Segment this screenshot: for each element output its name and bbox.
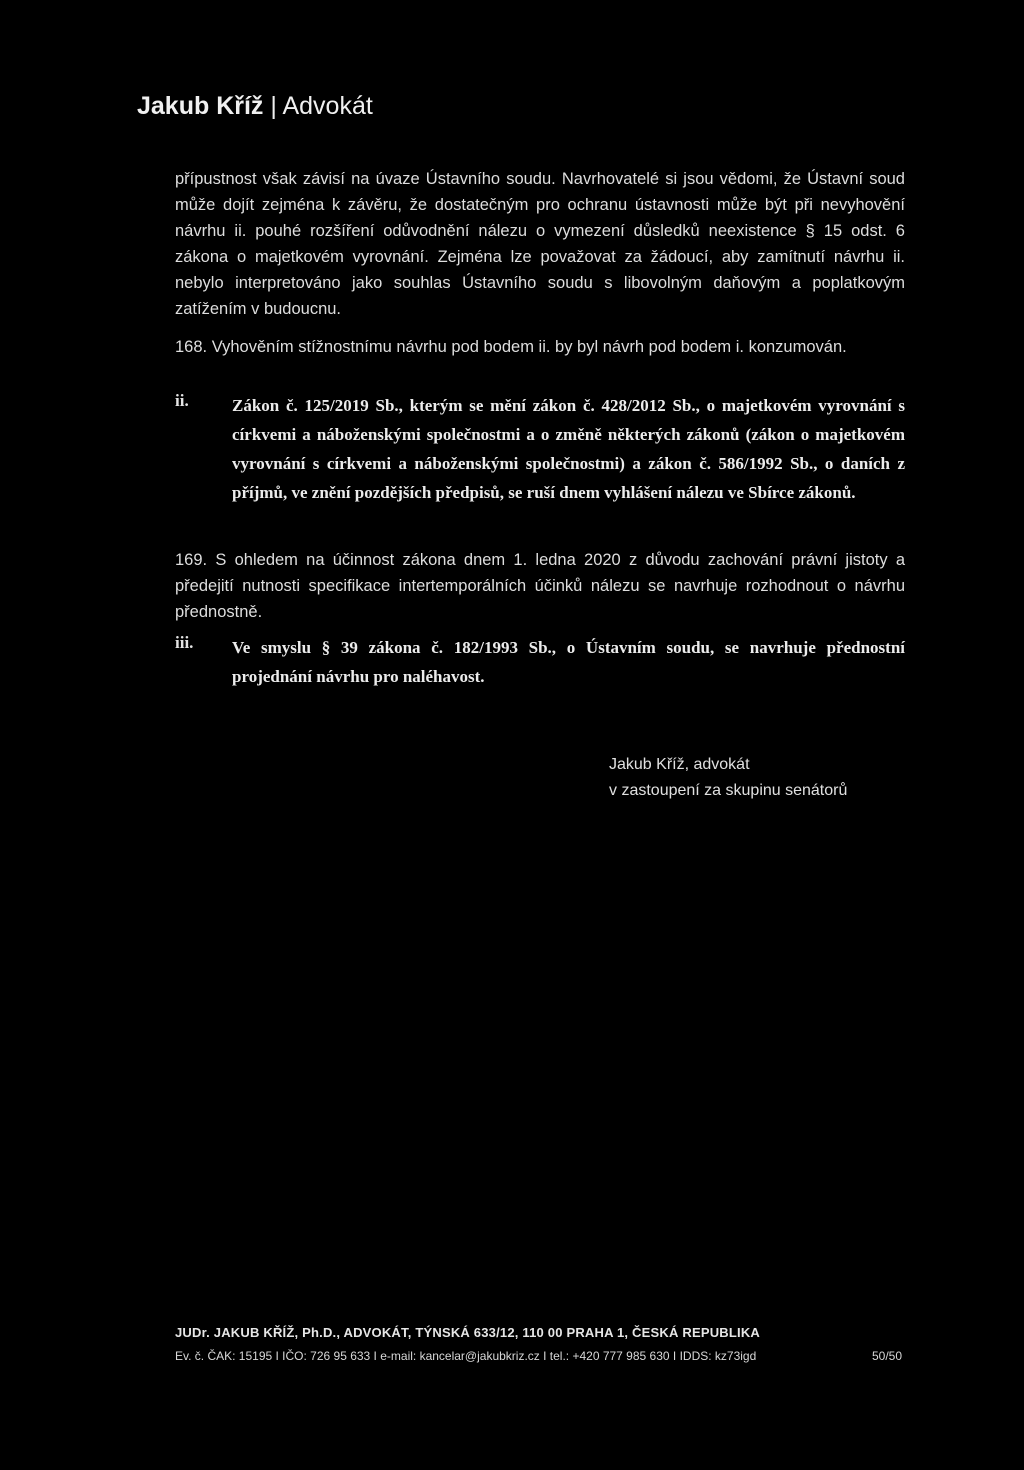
signature-name: Jakub Kříž, advokát [609,756,750,773]
item-text: Ve smyslu § 39 zákona č. 182/1993 Sb., o Ústavním soudu, se navrhuje přednostní projednání návrhu pro naléhavost. [232,638,905,686]
item-text: Zákon č. 125/2019 Sb., kterým se mění zákon č. 428/2012 Sb., o majetkovém vyrovnání s církvemi a náboženskými společnostmi a o změně některých zákonů (zákon o majetkovém vyrovnání s církvemi a náboženskými společnostmi) a zákon č. 586/1992 Sb., o daních z příjmů, ve znění pozdějších předpisů, se ruší dnem vyhlášení nálezu ve Sbírce zákonů. [232,396,905,502]
item-marker: iii. [175,633,194,652]
paragraph-text: S ohledem na účinnost zákona dnem 1. ledna 2020 z důvodu zachování právní jistoty a předejití nutnosti specifikace intertemporálních účinků nálezu se navrhuje rozhodnout o návrhu přednostně. [175,551,905,621]
item-marker: ii. [175,391,189,410]
paragraph-168 [175,334,905,360]
paragraph-169 [175,547,905,625]
paragraph-number: 169. [175,551,208,569]
paragraph-intro: přípustnost však závisí na úvaze Ústavního soudu. Navrhovatelé si jsou vědomi, že Ústavní soud může dojít zejména k závěru, že dostatečným pro ochranu ústavnosti může být při nevyhovění návrhu ii. pouhé rozšíření odůvodnění nálezu o vymezení důsledků neexistence § 15 odst. 6 zákona o majetkovém vyrovnání. Zejména lze považovat za žádoucí, aby zamítnutí návrhu ii. nebylo interpretováno jako souhlas Ústavního soudu s libovolným daňovým a poplatkovým zatížením v budoucnu. [175,170,905,318]
header-separator: | [270,92,277,120]
petition-item-iii [175,633,905,691]
document-header [137,92,373,121]
footer-address: JUDr. JAKUB KŘÍŽ, Ph.D., ADVOKÁT, TÝNSKÁ 633/12, 110 00 PRAHA 1, ČESKÁ REPUBLIKA [175,1325,761,1340]
footer-contact: Ev. č. ČAK: 15195 I IČO: 726 95 633 I e-mail: kancelar@jakubkriz.cz I tel.: +420 777 985 630 I IDDS: kz73igd [175,1349,757,1363]
signature-role: v zastoupení za skupinu senátorů [609,782,848,799]
signature-block [609,752,847,804]
petition-item-ii [175,391,905,507]
paragraph-text: Vyhověním stížnostnímu návrhu pod bodem ii. by byl návrh pod bodem i. konzumován. [211,338,847,356]
page-number: 50/50 [872,1349,903,1363]
header-role: Advokát [282,92,373,120]
header-name: Jakub Kříž [137,92,264,120]
paragraph-number: 168. [175,338,208,356]
